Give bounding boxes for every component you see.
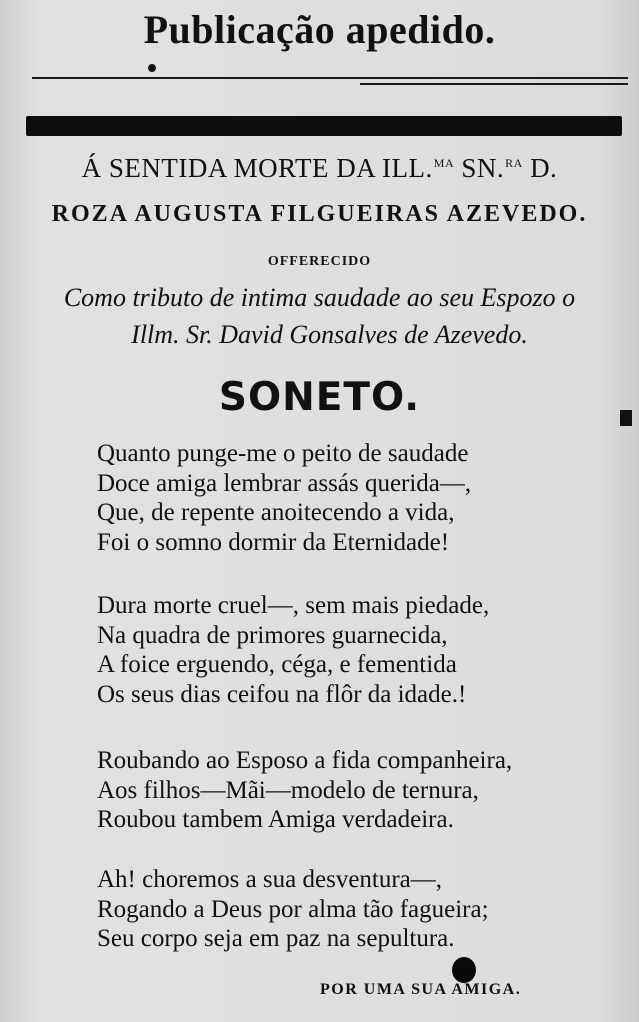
poem-verse: Rogando a Deus por alma tão fagueira; xyxy=(97,895,489,923)
poem-verse: Roubou tambem Amiga verdadeira. xyxy=(97,806,454,833)
poem-verse: Os seus dias ceifou na flôr da idade.! xyxy=(97,680,467,708)
heading-text-2: SN. xyxy=(454,153,505,183)
header-rule xyxy=(32,77,628,79)
dedication-line-2: Illm. Sr. David Gonsalves de Azevedo. xyxy=(131,320,528,349)
obituary-heading xyxy=(0,153,639,184)
print-speck-right xyxy=(620,410,632,426)
heading-abbrev: MA xyxy=(433,156,455,170)
heading-abbrev-2: RA xyxy=(505,156,523,170)
signature: POR UMA SUA AMIGA. xyxy=(320,981,522,998)
poem-verse: Doce amiga lembrar assás querida—, xyxy=(97,469,472,497)
section-divider xyxy=(26,116,622,136)
deceased-name: ROZA AUGUSTA FILGUEIRAS AZEVEDO. xyxy=(51,201,588,227)
offered-label: OFFERECIDO xyxy=(267,254,372,269)
ink-blot xyxy=(452,957,476,983)
poem-verse: Quanto punge-me o peito de saudade xyxy=(97,440,469,467)
heading-text: Á SENTIDA MORTE DA ILL. xyxy=(81,153,433,183)
poem-verse: Seu corpo seja em paz na sepultura. xyxy=(97,925,455,952)
section-header: Publicação apedido. xyxy=(143,7,496,52)
print-speck xyxy=(148,64,156,72)
header-rule-secondary xyxy=(360,83,628,85)
poem-title: SONETO. xyxy=(218,375,421,420)
heading-text-3: D. xyxy=(522,153,558,183)
poem-verse: Roubando ao Esposo a fida companheira, xyxy=(97,747,513,774)
poem-verse: Foi o somno dormir da Eternidade! xyxy=(97,528,450,556)
poem-verse: Ah! choremos a sua desventura—, xyxy=(97,866,443,893)
poem-verse: Dura morte cruel—, sem mais piedade, xyxy=(97,592,490,619)
poem-verse: Aos filhos—Mãi—modelo de ternura, xyxy=(97,776,479,804)
poem-verse: Na quadra de primores guarnecida, xyxy=(97,621,448,649)
poem-verse: Que, de repente anoitecendo a vida, xyxy=(97,499,455,526)
dedication-line-1: Como tributo de intima saudade ao seu Espozo o xyxy=(63,283,576,312)
poem-verse: A foice erguendo, céga, e fementida xyxy=(97,651,457,678)
